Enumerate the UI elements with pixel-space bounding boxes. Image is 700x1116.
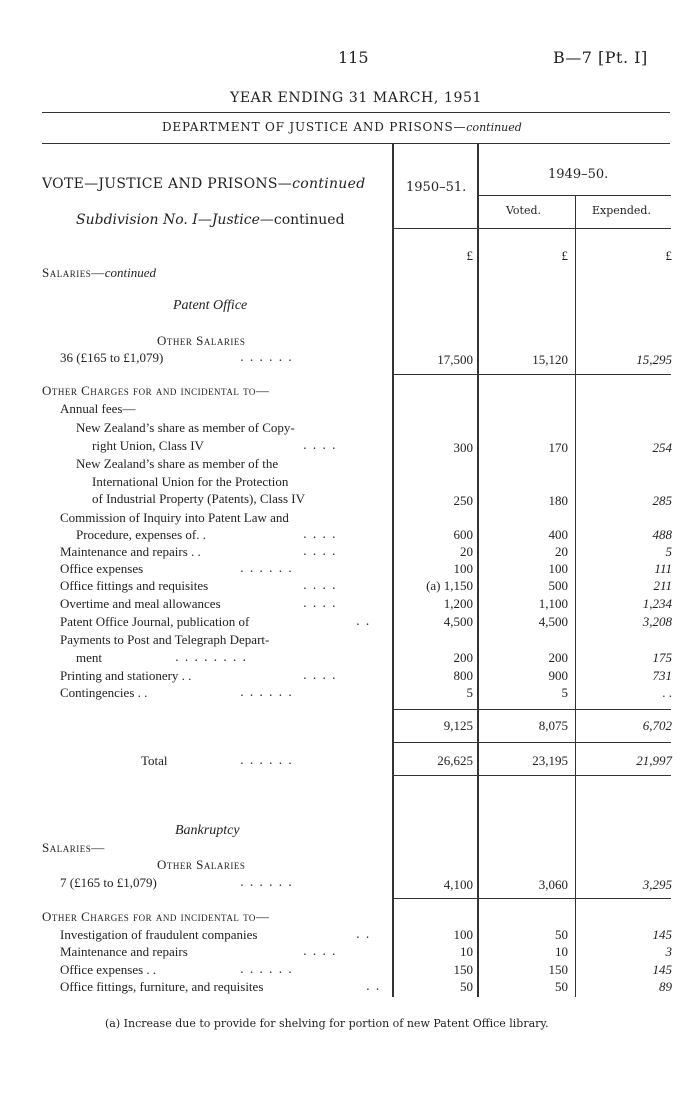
vote-title [42,176,365,192]
total-expended: 21,997 [636,753,672,768]
brow-maintenance-1950: 10 [460,944,473,959]
subdivision-b: continued [273,212,345,228]
brow-fittings-dots: . . [366,979,381,993]
brow-office-expenses-voted: 150 [548,962,568,977]
brow-maintenance-label: Maintenance and repairs [60,944,188,959]
row-fittings-expended: 211 [653,578,672,593]
row-contingencies-expended: . . [662,685,672,700]
row-fittings-1950: (a) 1,150 [426,578,473,593]
patent-salaries-voted: 15,120 [532,352,568,367]
row-copyright-voted: 170 [548,440,568,455]
rule-col-headers [393,228,671,229]
col-line-3 [575,195,576,997]
row-office-expenses-label: Office expenses [60,561,144,576]
row-office-expenses-1950: 100 [453,561,473,576]
rule-total [393,775,671,776]
row-payments-line1: Payments to Post and Telegraph Depart- [60,632,270,647]
rule-top [42,112,670,113]
row-commission-expended: 488 [652,527,672,542]
row-intl-line3: of Industrial Property (Patents), Class IV [92,491,306,506]
rule-subtotal-bottom [393,742,671,743]
row-payments-1950: 200 [453,650,473,665]
dept-title-main: DEPARTMENT OF JUSTICE AND PRISONS— [162,120,467,134]
row-printing-1950: 800 [453,668,473,683]
row-maintenance-voted: 20 [555,544,568,559]
patent-other-charges: Other Charges for and incidental to— [42,383,270,398]
row-copyright-dots: . . . . [303,438,337,452]
rule-bankruptcy-salaries [393,898,671,899]
row-copyright-expended: 254 [652,440,672,455]
footnote: (a) Increase due to provide for shelving for portion of new Patent Office library. [105,1017,549,1030]
row-office-expenses-expended: 111 [654,561,672,576]
total-voted: 23,195 [532,753,568,768]
bankruptcy-other-salaries: Other Salaries [157,857,246,872]
subtotal-expended: 6,702 [642,718,672,733]
row-maintenance-expended: 5 [665,544,672,559]
bankruptcy-salaries-heading: Salaries— [42,840,105,855]
row-payments-line2: ment [76,650,102,665]
row-payments-expended: 175 [652,650,672,665]
row-printing-dots: . . . . [303,668,337,682]
row-intl-1950: 250 [453,493,473,508]
row-intl-voted: 180 [548,493,568,508]
row-commission-1950: 600 [453,527,473,542]
total-dots: . . . . . . [240,753,293,767]
row-printing-label: Printing and stationery . . [60,668,192,683]
col-header-1949: 1949–50. [548,167,609,182]
subtotal-1950: 9,125 [443,718,473,733]
page-reference: B—7 [Pt. I] [553,48,648,67]
row-journal-1950: 4,500 [443,614,473,629]
brow-office-expenses-label: Office expenses . . [60,962,157,977]
patent-salaries-1950: 17,500 [437,352,473,367]
row-copyright-line1: New Zealand’s share as member of Copy- [76,420,295,435]
row-fittings-label: Office fittings and requisites [60,578,209,593]
subdivision-a: Subdivision No. I—Justice— [76,212,274,228]
brow-investigation-expended: 145 [652,927,672,942]
patent-salaries-expended: 15,295 [636,352,672,367]
rule-salaries [393,374,671,375]
row-maintenance-dots: . . . . [303,544,337,558]
total-1950: 26,625 [437,753,473,768]
salaries-heading-a: Salaries— [42,265,105,280]
year-title: YEAR ENDING 31 MARCH, 1951 [230,90,482,106]
bankruptcy-other-charges: Other Charges for and incidental to— [42,909,270,924]
page-number: 115 [338,48,369,67]
brow-office-expenses-dots: . . . . . . [240,962,293,976]
row-overtime-expended: 1,234 [642,596,672,611]
col-header-expended: Expended. [592,204,651,217]
brow-maintenance-voted: 10 [555,944,568,959]
rule-dept [42,143,670,144]
row-intl-line2: International Union for the Protection [92,474,289,489]
row-overtime-label: Overtime and meal allowances [60,596,221,611]
vote-title-main: VOTE—JUSTICE AND PRISONS— [42,176,293,192]
row-intl-line1: New Zealand’s share as member of the [76,456,279,471]
row-payments-dots: . . . . . . . . [175,650,248,664]
row-copyright-1950: 300 [453,440,473,455]
row-overtime-1950: 1,200 [443,596,473,611]
row-commission-voted: 400 [548,527,568,542]
brow-office-expenses-expended: 145 [652,962,672,977]
brow-investigation-voted: 50 [555,927,568,942]
brow-maintenance-dots: . . . . [303,944,337,958]
patent-other-salaries: Other Salaries [157,333,246,348]
brow-investigation-label: Investigation of fraudulent companies [60,927,258,942]
subdivision-title [76,212,345,228]
row-journal-voted: 4,500 [538,614,568,629]
currency-1: £ [466,248,473,263]
row-contingencies-voted: 5 [561,685,568,700]
row-contingencies-label: Contingencies . . [60,685,148,700]
brow-fittings-voted: 50 [555,979,568,994]
brow-investigation-1950: 100 [453,927,473,942]
bankruptcy-title: Bankruptcy [175,823,240,838]
row-office-expenses-voted: 100 [548,561,568,576]
col-header-voted: Voted. [506,204,542,217]
row-journal-dots: . . [356,614,371,628]
bankruptcy-salaries-label: 7 (£165 to £1,079) [60,875,157,890]
col-line-1 [392,143,394,997]
row-contingencies-1950: 5 [466,685,473,700]
bankruptcy-salaries-dots: . . . . . . [240,875,293,889]
bankruptcy-salaries-expended: 3,295 [642,877,672,892]
dept-title-cont: continued [466,121,522,134]
row-overtime-voted: 1,100 [538,596,568,611]
brow-fittings-expended: 89 [659,979,672,994]
patent-salaries-dots: . . . . . . [240,350,293,364]
row-commission-line2: Procedure, expenses of. . [76,527,206,542]
currency-3: £ [665,248,672,263]
row-journal-expended: 3,208 [642,614,672,629]
brow-office-expenses-1950: 150 [453,962,473,977]
salaries-heading [42,265,156,281]
bankruptcy-salaries-voted: 3,060 [538,877,568,892]
row-fittings-dots: . . . . [303,578,337,592]
row-commission-dots: . . . . [303,527,337,541]
brow-fittings-label: Office fittings, furniture, and requisites [60,979,264,994]
row-maintenance-label: Maintenance and repairs . . [60,544,201,559]
row-overtime-dots: . . . . [303,596,337,610]
patent-office-title: Patent Office [173,298,248,313]
dept-title [162,120,522,134]
currency-2: £ [561,248,568,263]
row-fittings-voted: 500 [548,578,568,593]
subtotal-voted: 8,075 [538,718,568,733]
rule-1949 [478,195,671,196]
total-label: Total [141,753,168,768]
col-header-1950: 1950–51. [406,180,467,195]
salaries-heading-b: continued [104,265,156,280]
bankruptcy-salaries-1950: 4,100 [443,877,473,892]
patent-salaries-label: 36 (£165 to £1,079) [60,350,164,365]
row-office-expenses-dots: . . . . . . [240,561,293,575]
row-payments-voted: 200 [548,650,568,665]
row-copyright-line2: right Union, Class IV [92,438,204,453]
row-intl-expended: 285 [652,493,672,508]
row-printing-voted: 900 [548,668,568,683]
row-contingencies-dots: . . . . . . [240,685,293,699]
brow-fittings-1950: 50 [460,979,473,994]
vote-title-cont: continued [292,176,366,192]
rule-subtotal-top [393,709,671,710]
col-line-2 [477,143,479,997]
annual-fees-heading: Annual fees— [60,401,136,416]
brow-investigation-dots: . . [356,927,371,941]
row-journal-label: Patent Office Journal, publication of [60,614,250,629]
row-maintenance-1950: 20 [460,544,473,559]
brow-maintenance-expended: 3 [665,944,672,959]
row-commission-line1: Commission of Inquiry into Patent Law and [60,510,289,525]
row-printing-expended: 731 [652,668,672,683]
